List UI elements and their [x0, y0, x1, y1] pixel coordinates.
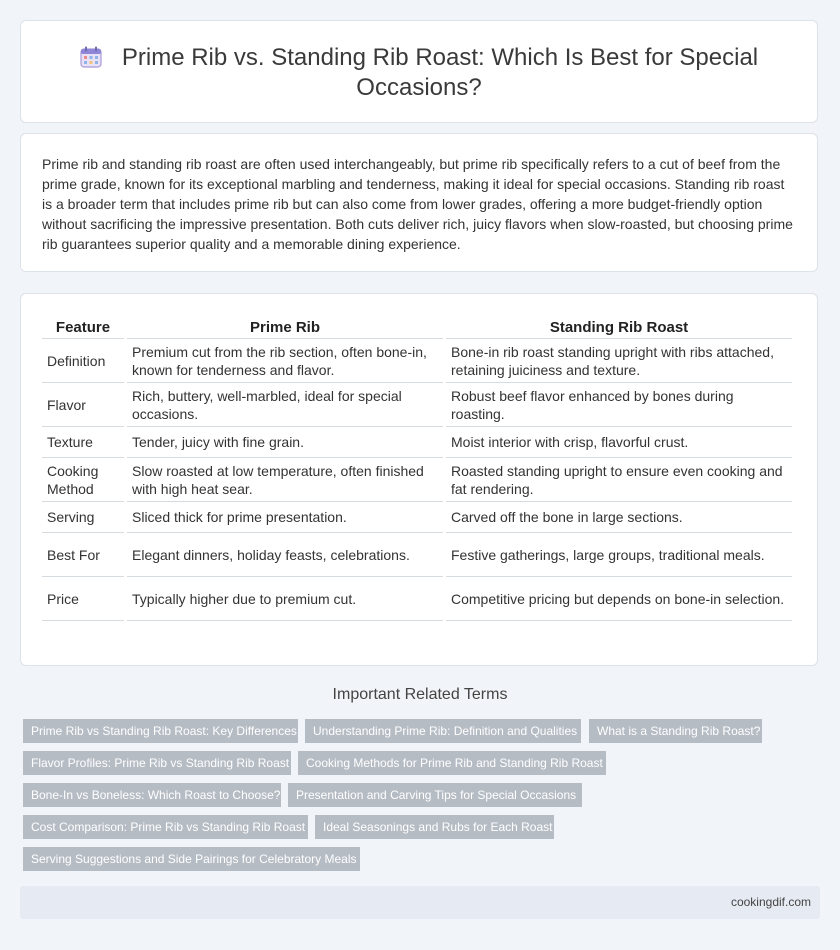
prime-rib-cell: Typically higher due to premium cut. [127, 577, 443, 621]
standing-rib-roast-cell: Competitive pricing but depends on bone-in selection. [446, 577, 792, 621]
column-header-standing-rib-roast: Standing Rib Roast [446, 315, 792, 339]
table-row [42, 458, 792, 502]
table-row [42, 427, 792, 458]
prime-rib-cell: Tender, juicy with fine grain. [127, 427, 443, 458]
related-term-tag[interactable]: Bone-In vs Boneless: Which Roast to Choose? [23, 783, 281, 807]
standing-rib-roast-cell: Roasted standing upright to ensure even cooking and fat rendering. [446, 458, 792, 502]
feature-cell: Cooking Method [42, 458, 124, 502]
related-term-tag[interactable]: Cost Comparison: Prime Rib vs Standing Rib Roast [23, 815, 308, 839]
standing-rib-roast-cell: Robust beef flavor enhanced by bones during roasting. [446, 383, 792, 427]
column-header-feature: Feature [42, 315, 124, 339]
intro-paragraph: Prime rib and standing rib roast are often used interchangeably, but prime rib specifically refers to a cut of beef from the prime grade, known for its exceptional marbling and tenderness, making it ideal for special occasions. Standing rib roast is a broader term that includes prime rib but can also come from lower grades, offering a more budget-friendly option without sacrificing the impressive presentation. Both cuts deliver rich, juicy flavors when slow-roasted, but choosing prime rib guarantees superior quality and a memorable dining experience. [42, 156, 793, 252]
footer [20, 886, 820, 919]
table-row [42, 339, 792, 383]
related-term-tag[interactable]: Flavor Profiles: Prime Rib vs Standing Rib Roast [23, 751, 291, 775]
table-row [42, 577, 792, 621]
intro-card [20, 133, 818, 272]
column-header-prime-rib: Prime Rib [127, 315, 443, 339]
table-header-row [42, 315, 792, 339]
related-term-tag[interactable]: Prime Rib vs Standing Rib Roast: Key Differences [23, 719, 298, 743]
related-term-tag[interactable]: Cooking Methods for Prime Rib and Standing Rib Roast [298, 751, 606, 775]
comparison-table [39, 315, 795, 621]
prime-rib-cell: Premium cut from the rib section, often bone-in, known for tenderness and flavor. [127, 339, 443, 383]
feature-cell: Texture [42, 427, 124, 458]
related-term-tag[interactable]: Presentation and Carving Tips for Special Occasions [288, 783, 582, 807]
calendar-icon [80, 46, 102, 68]
table-row [42, 502, 792, 533]
feature-cell: Flavor [42, 383, 124, 427]
prime-rib-cell: Elegant dinners, holiday feasts, celebrations. [127, 533, 443, 577]
feature-cell: Serving [42, 502, 124, 533]
table-row [42, 533, 792, 577]
prime-rib-cell: Slow roasted at low temperature, often finished with high heat sear. [127, 458, 443, 502]
title-card [20, 20, 818, 123]
comparison-table-card [20, 293, 818, 666]
standing-rib-roast-cell: Moist interior with crisp, flavorful crust. [446, 427, 792, 458]
related-term-tag[interactable]: What is a Standing Rib Roast? [589, 719, 762, 743]
related-term-tag[interactable]: Understanding Prime Rib: Definition and Qualities [305, 719, 581, 743]
related-term-tag[interactable]: Serving Suggestions and Side Pairings for Celebratory Meals [23, 847, 360, 871]
standing-rib-roast-cell: Carved off the bone in large sections. [446, 502, 792, 533]
footer-site-link[interactable]: cookingdif.com [730, 895, 811, 909]
prime-rib-cell: Sliced thick for prime presentation. [127, 502, 443, 533]
related-term-tag[interactable]: Ideal Seasonings and Rubs for Each Roast [315, 815, 554, 839]
feature-cell: Definition [42, 339, 124, 383]
feature-cell: Price [42, 577, 124, 621]
prime-rib-cell: Rich, buttery, well-marbled, ideal for special occasions. [127, 383, 443, 427]
standing-rib-roast-cell: Bone-in rib roast standing upright with ribs attached, retaining juiciness and texture. [446, 339, 792, 383]
page-title [21, 43, 817, 103]
page-title-text: Prime Rib vs. Standing Rib Roast: Which Is Best for Special Occasions? [121, 44, 759, 101]
related-terms-heading: Important Related Terms [332, 686, 508, 703]
feature-cell: Best For [42, 533, 124, 577]
standing-rib-roast-cell: Festive gatherings, large groups, traditional meals. [446, 533, 792, 577]
table-row [42, 383, 792, 427]
